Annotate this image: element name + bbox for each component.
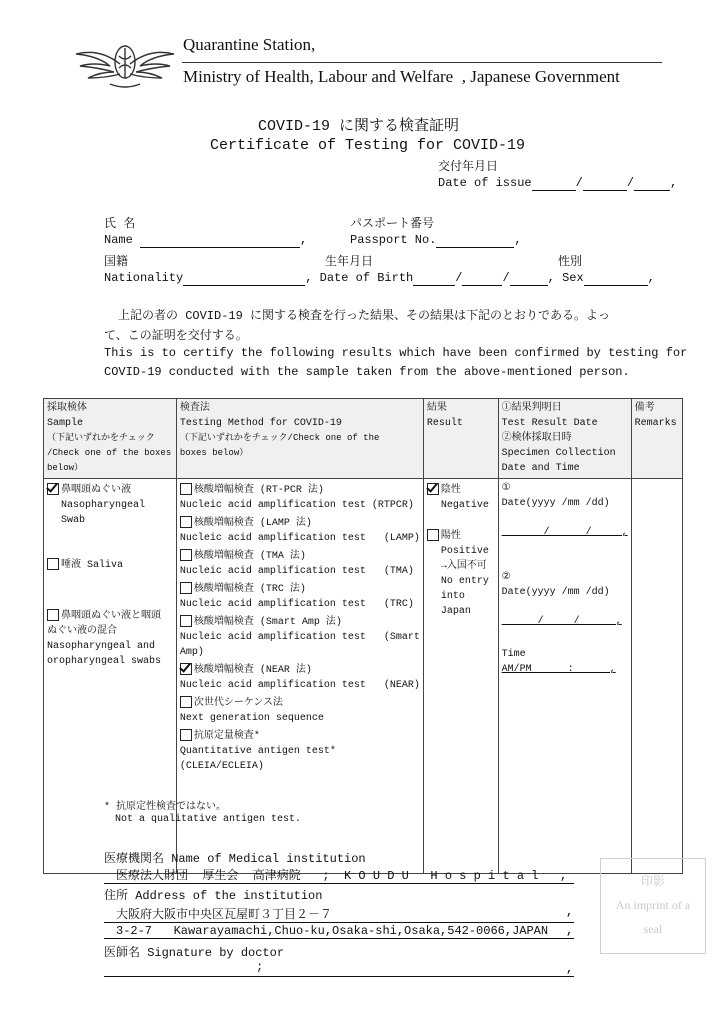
result-date-field[interactable]: / / ,: [501, 527, 628, 538]
sample-option-1[interactable]: [47, 483, 173, 498]
name-field[interactable]: [104, 233, 307, 248]
footnote-en: Not a qualitative antigen test.: [115, 814, 302, 825]
method-8-ja: 抗原定量検査*: [193, 731, 260, 742]
time-label: Time: [501, 649, 526, 660]
dob-sep-2: /: [502, 271, 510, 285]
issue-label-en: Date of issue: [438, 176, 532, 190]
header-date-en-3: Date and Time: [501, 463, 580, 474]
method-1-ja: 核酸増幅検査 (RT-PCR 法): [193, 485, 324, 496]
header-method-note-1: （下記いずれかをチェック/Check one of the: [179, 433, 380, 443]
issue-date-field[interactable]: [438, 176, 677, 191]
header-date: [498, 399, 631, 479]
address-en-field[interactable]: [104, 924, 574, 939]
method-8-en-2: (CLEIA/ECLEIA): [179, 761, 264, 772]
method-6-checkbox[interactable]: [180, 663, 192, 675]
title-en: Certificate of Testing for COVID-19: [210, 137, 526, 154]
sex-label-en: Sex: [562, 271, 584, 285]
address-en-comma: ,: [566, 924, 574, 938]
address-ja: 大阪府大阪市中央区瓦屋町３丁目２－７: [116, 908, 333, 922]
method-6-ja: 核酸増幅検査 (NEAR 法): [193, 665, 312, 676]
header-method-ja: 検査法: [179, 403, 210, 414]
header-sample-note-2: /Check one of the boxes: [47, 448, 172, 458]
sample-option-2[interactable]: [47, 558, 173, 573]
result-positive-ja: 陽性: [440, 531, 461, 542]
issue-sep-1: /: [575, 176, 583, 190]
date-mark-1: ①: [501, 483, 511, 494]
method-5-en: Nucleic acid amplification test (Smart: [179, 632, 420, 643]
method-option-6[interactable]: [180, 663, 420, 678]
sample-1-ja: 鼻咽頭ぬぐい液: [61, 485, 131, 496]
method-3-en: Nucleic acid amplification test (TMA): [179, 566, 414, 577]
issue-sep-2: /: [626, 176, 635, 190]
header-result-ja: 結果: [426, 403, 447, 414]
doctor-comma: ,: [566, 962, 574, 976]
header-sample-en: Sample: [47, 418, 84, 429]
table-header-row: [44, 399, 683, 479]
name-label-ja: 氏 名: [104, 217, 136, 231]
date-cell: [498, 479, 631, 874]
doctor-label: 医師名 Signature by doctor: [104, 946, 285, 960]
footnote-ja: * 抗原定性検査ではない。: [104, 802, 227, 813]
method-1-checkbox[interactable]: [180, 483, 192, 495]
header-line-2: Ministry of Health, Labour and Welfare , Japanese Government: [183, 67, 620, 86]
institution-name-value[interactable]: 医療法人財団 厚生会 高津病院 ; K O U D U H o s p i t a l ,: [104, 866, 574, 884]
date-label-2: Date(yyyy /mm /dd): [501, 587, 610, 598]
name-label-en: Name: [104, 233, 133, 247]
sample-3-en-2: oropharyngeal swabs: [47, 656, 162, 667]
result-positive-en-4: into Japan: [440, 591, 471, 617]
address-en: 3-2-7 Kawarayamachi,Chuo-ku,Osaka-shi,Osaka,542-0066,JAPAN: [116, 924, 549, 938]
title-ja: COVID-19 に関する検査証明: [258, 118, 460, 135]
statement-ja-2: て、この証明を交付する。: [104, 329, 248, 343]
method-4-checkbox[interactable]: [180, 582, 192, 594]
header-rule: [182, 62, 662, 63]
result-positive-checkbox[interactable]: [427, 529, 439, 541]
method-option-2[interactable]: [180, 516, 420, 531]
remarks-cell[interactable]: [631, 479, 682, 874]
dob-sep-1: /: [455, 271, 463, 285]
dob-label-ja: 生年月日: [325, 255, 374, 269]
method-7-checkbox[interactable]: [180, 696, 192, 708]
doctor-semicolon: ;: [256, 960, 264, 974]
nationality-comma: ,: [305, 271, 313, 285]
sample-3-checkbox[interactable]: [47, 609, 59, 621]
method-3-ja: 核酸増幅検査 (TMA 法): [193, 551, 306, 562]
sample-2-ja: 唾液 Saliva: [61, 560, 124, 571]
result-positive-en-3: No entry: [440, 576, 489, 587]
method-2-en: Nucleic acid amplification test (LAMP): [179, 533, 420, 544]
nationality-field[interactable]: [183, 271, 305, 286]
method-option-4[interactable]: [180, 582, 420, 597]
method-option-1[interactable]: [180, 483, 420, 498]
method-8-checkbox[interactable]: [180, 729, 192, 741]
result-cell: [423, 479, 498, 874]
doctor-signature-field[interactable]: [104, 962, 574, 977]
sample-3-en: Nasopharyngeal and: [47, 641, 156, 652]
method-5-en-2: Amp): [179, 647, 204, 658]
sample-2-checkbox[interactable]: [47, 558, 59, 570]
sample-3-ja: 鼻咽頭ぬぐい液と咽頭: [61, 611, 161, 622]
method-option-5[interactable]: [180, 615, 420, 630]
seal-label-en-1: An imprint of a: [615, 898, 691, 912]
header-remarks: [631, 399, 682, 479]
sample-1-checkbox[interactable]: [47, 483, 59, 495]
method-option-7[interactable]: [180, 696, 420, 711]
dob-day-field[interactable]: [510, 271, 548, 286]
header-method-note-2: boxes below）: [179, 448, 249, 458]
method-2-checkbox[interactable]: [180, 516, 192, 528]
method-option-8[interactable]: [180, 729, 420, 744]
statement-ja-1: 上記の者の COVID-19 に関する検査を行った結果、その結果は下記のとおりである。よっ: [118, 309, 611, 323]
method-option-3[interactable]: [180, 549, 420, 564]
result-positive-en-1: Positive: [440, 546, 489, 557]
sex-comma: ,: [647, 271, 655, 285]
seal-label-ja: 印影: [640, 874, 665, 888]
result-negative-ja: 陰性: [440, 485, 461, 496]
collection-date-field[interactable]: / / ,: [501, 616, 622, 627]
nationality-label-en: Nationality: [104, 271, 184, 285]
result-negative-option[interactable]: [427, 483, 495, 498]
address-ja-field[interactable]: [104, 905, 574, 923]
passport-label-en: Passport No.: [350, 233, 437, 247]
header-date-en-2: Specimen Collection: [501, 448, 616, 459]
nationality-label-ja: 国籍: [104, 255, 129, 269]
header-remarks-ja: 備考: [634, 403, 655, 414]
quarantine-logo: [70, 38, 180, 94]
dob-comma: ,: [547, 271, 555, 285]
method-5-ja: 核酸増幅検査 (Smart Amp 法): [193, 617, 342, 628]
address-label: 住所 Address of the institution: [104, 889, 323, 903]
passport-label-ja: パスポート番号: [350, 217, 435, 231]
method-3-checkbox[interactable]: [180, 549, 192, 561]
header-sample: [44, 399, 177, 479]
sex-field[interactable]: [584, 271, 648, 286]
method-7-en: Next generation sequence: [179, 713, 324, 724]
header-date-ja-2: ②検体採取日時: [501, 433, 572, 444]
header-date-ja-1: ①結果判明日: [501, 403, 562, 414]
statement-en-1: This is to certify the following results which have been confirmed by testing for: [104, 346, 688, 360]
method-6-en: Nucleic acid amplification test (NEAR): [179, 680, 420, 691]
sample-1-en: Nasopharyngeal Swab: [61, 500, 146, 526]
sample-3-ja-2: ぬぐい液の混合: [47, 626, 117, 637]
result-negative-checkbox[interactable]: [427, 483, 439, 495]
result-negative-en: Negative: [440, 500, 489, 511]
statement-en-2: COVID-19 conducted with the sample taken from the above-mentioned person.: [104, 365, 630, 379]
header-sample-note-1: （下記いずれかをチェック: [47, 433, 155, 443]
method-8-en: Quantitative antigen test*: [179, 746, 336, 757]
name-comma: ,: [300, 233, 308, 247]
sex-label-ja: 性別: [558, 255, 583, 269]
header-result: [423, 399, 498, 479]
result-positive-en-2: →入国不可: [440, 561, 487, 572]
date-label-1: Date(yyyy /mm /dd): [501, 498, 610, 509]
identity-row: [104, 271, 655, 286]
passport-field[interactable]: [350, 233, 522, 248]
dob-month-field[interactable]: [462, 271, 502, 286]
method-4-ja: 核酸増幅検査 (TRC 法): [193, 584, 306, 595]
method-5-checkbox[interactable]: [180, 615, 192, 627]
header-date-en-1: Test Result Date: [501, 418, 598, 429]
header-method-en: Testing Method for COVID-19: [179, 418, 342, 429]
date-mark-2: ②: [501, 572, 511, 583]
issue-end: ,: [670, 176, 678, 190]
dob-label-en: Date of Birth: [319, 271, 414, 285]
address-ja-comma: ,: [566, 905, 574, 919]
header-sample-ja: 採取検体: [47, 403, 87, 414]
header-remarks-en: Remarks: [634, 418, 677, 429]
header-line-1: Quarantine Station,: [183, 35, 316, 54]
result-positive-option[interactable]: [427, 529, 495, 544]
time-field[interactable]: AM/PM : ,: [501, 664, 616, 675]
dob-year-field[interactable]: [413, 271, 455, 286]
method-1-en: Nucleic acid amplification test (RTPCR): [179, 500, 414, 511]
passport-comma: ,: [514, 233, 522, 247]
method-4-en: Nucleic acid amplification test (TRC): [179, 599, 414, 610]
seal-label-en-2: seal: [643, 922, 663, 936]
method-7-ja: 次世代シーケンス法: [193, 698, 284, 709]
seal-imprint-box[interactable]: [600, 858, 706, 954]
header-sample-note-3: below）: [47, 463, 84, 473]
institution-name-label: 医療機関名 Name of Medical institution: [104, 852, 366, 866]
method-2-ja: 核酸増幅検査 (LAMP 法): [193, 518, 312, 529]
header-result-en: Result: [426, 418, 463, 429]
issue-label-ja: 交付年月日: [438, 160, 499, 174]
sample-option-3[interactable]: [47, 609, 173, 624]
header-method: [176, 399, 423, 479]
